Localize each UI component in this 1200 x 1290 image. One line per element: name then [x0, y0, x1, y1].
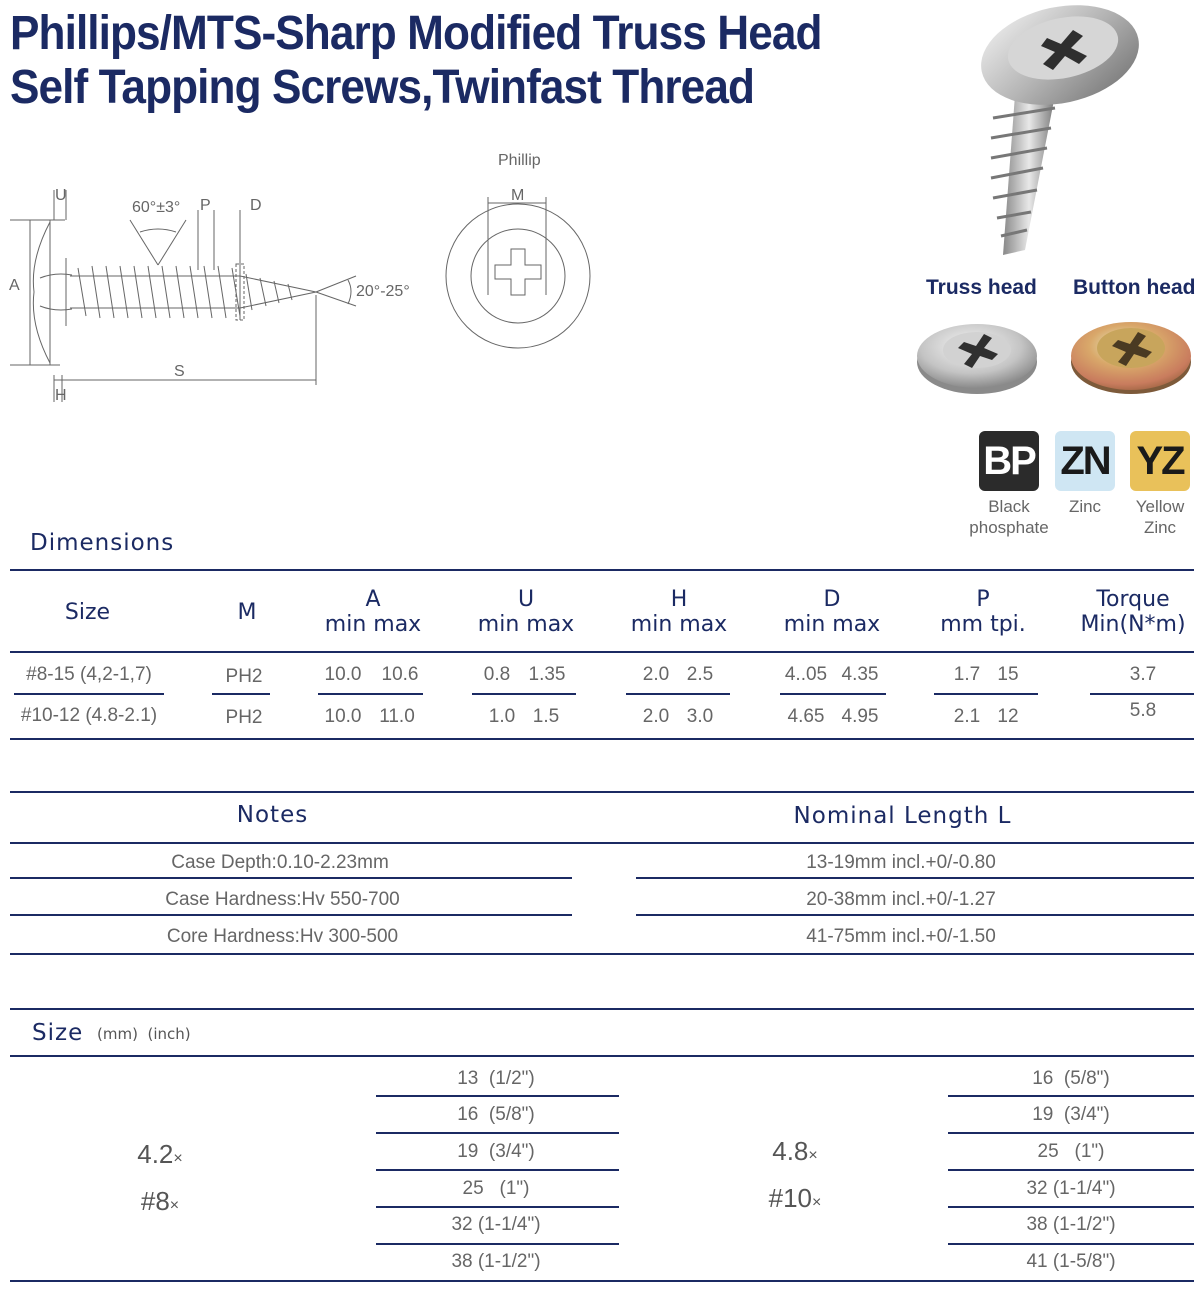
nominal-rule-1 [636, 877, 1194, 879]
size-group-1-length-3: 19 (3/4") [457, 1141, 535, 1162]
label-d: D [250, 197, 262, 214]
row2-m: PH2 [225, 707, 263, 728]
col-h-sub: min max [630, 612, 728, 637]
row2-d-min: 4.65 [787, 706, 825, 727]
size-group-1-mult: × [173, 1150, 183, 1167]
note-rule-2 [10, 914, 572, 916]
size-group-2-length-5: 38 (1-1/2") [1026, 1214, 1116, 1235]
row1-rule-p [934, 693, 1038, 695]
size-group-2-label [755, 1130, 835, 1224]
finish-label-yz-line1: Yellow [1135, 497, 1185, 516]
row1-m: PH2 [225, 666, 263, 687]
size-group-1-metric-line [120, 1133, 200, 1180]
nominal-item-2: 20-38mm incl.+0/-1.27 [806, 889, 996, 910]
truss-head-label: Truss head [926, 276, 1037, 299]
row1-rule-m [212, 693, 270, 695]
row1-p-tpi: 15 [997, 664, 1019, 685]
size-top-rule [10, 1008, 1194, 1010]
row2-a-min: 10.0 [324, 706, 362, 727]
label-phillip: Phillip [498, 152, 541, 169]
phillips-top-view-drawing [440, 145, 600, 375]
col-torque [1073, 587, 1193, 637]
size-group-1-label [120, 1133, 200, 1227]
button-head-label: Button head [1073, 276, 1196, 299]
finish-code-zn: ZN [1060, 438, 1110, 483]
note-item-2: Case Hardness:Hv 550-700 [165, 889, 400, 910]
label-s: S [174, 363, 185, 380]
size-group-1-metric: 4.2 [137, 1139, 174, 1169]
row1-rule-size [14, 693, 164, 695]
finish-label-bp-line2: phosphate [969, 518, 1049, 537]
size-group-1-imperial: #8 [140, 1186, 170, 1216]
finish-badge-zn [1055, 431, 1115, 491]
row1-h-max: 2.5 [686, 664, 714, 685]
col-h [624, 587, 734, 637]
screw-product-image [955, 0, 1145, 270]
row2-d-max: 4.95 [841, 706, 879, 727]
size-group-2-rule-5 [948, 1243, 1194, 1245]
col-a-title: A [365, 587, 381, 612]
row2-p-tpi: 12 [997, 706, 1019, 727]
nominal-rule-2 [636, 914, 1194, 916]
finish-label-zn-line1: Zinc [1068, 497, 1102, 516]
label-tip-angle: 20°-25° [356, 283, 410, 300]
label-thread-angle: 60°±3° [132, 199, 181, 216]
label-m: M [511, 187, 525, 204]
nominal-item-3: 41-75mm incl.+0/-1.50 [806, 926, 996, 947]
notes-top-rule [10, 791, 1194, 793]
size-group-2-length-1: 16 (5/8") [1032, 1068, 1110, 1089]
button-head-image [1066, 314, 1196, 400]
size-group-2-rule-4 [948, 1206, 1194, 1208]
col-d-title: D [823, 587, 841, 612]
size-group-2-length-4: 32 (1-1/4") [1026, 1178, 1116, 1199]
row1-rule-torque [1090, 693, 1194, 695]
page-title-line-1: Phillips/MTS-Sharp Modified Truss Head [10, 7, 822, 60]
size-group-1-length-6: 38 (1-1/2") [451, 1251, 541, 1272]
size-group-2-rule-3 [948, 1169, 1194, 1171]
row1-torque: 3.7 [1129, 664, 1157, 685]
finish-badge-yz [1130, 431, 1190, 491]
finish-label-bp-line1: Black [988, 497, 1030, 516]
col-d [777, 587, 887, 637]
size-group-2-mult-2: × [812, 1194, 822, 1211]
dimensions-bottom-rule [10, 738, 1194, 740]
size-group-2-metric-line [755, 1130, 835, 1177]
finish-label-yz-line2: Zinc [1143, 518, 1177, 537]
size-group-2-imperial-line [755, 1177, 835, 1224]
page-title-line-2: Self Tapping Screws,Twinfast Thread [10, 61, 755, 114]
label-p: P [200, 197, 211, 214]
row2-u-max: 1.5 [532, 706, 560, 727]
row2-p-mm: 2.1 [953, 706, 981, 727]
size-group-2-imperial: #10 [768, 1183, 813, 1213]
col-torque-sub: Min(N*m) [1080, 612, 1186, 637]
finish-code-yz: YZ [1136, 438, 1184, 483]
col-torque-title: Torque [1096, 587, 1170, 612]
col-u [471, 587, 581, 637]
note-item-1: Case Depth:0.10-2.23mm [171, 852, 389, 873]
notes-header-rule [10, 842, 1194, 844]
size-group-2-length-2: 19 (3/4") [1032, 1104, 1110, 1125]
size-bottom-rule [10, 1280, 1194, 1282]
dimensions-heading: Dimensions [30, 530, 175, 556]
row2-h-min: 2.0 [642, 706, 670, 727]
row1-rule-a [318, 693, 423, 695]
size-group-1-rule-5 [376, 1243, 619, 1245]
row1-p-mm: 1.7 [953, 664, 981, 685]
dimensions-top-rule [10, 569, 1194, 571]
size-group-1-rule-3 [376, 1169, 619, 1171]
col-a [318, 587, 428, 637]
size-group-2-rule-2 [948, 1132, 1194, 1134]
row2-a-max: 11.0 [379, 706, 415, 727]
row2-torque: 5.8 [1129, 700, 1157, 721]
size-units: (mm) (inch) [97, 1025, 191, 1043]
col-m: M [237, 600, 257, 625]
finish-code-bp: BP [983, 438, 1035, 483]
size-group-1-length-5: 32 (1-1/4") [451, 1214, 541, 1235]
nominal-length-heading: Nominal Length L [793, 803, 1012, 829]
size-group-2-metric: 4.8 [772, 1136, 809, 1166]
col-p-title: P [976, 587, 990, 612]
size-group-1-length-4: 25 (1") [462, 1178, 530, 1199]
size-group-1-length-1: 13 (1/2") [457, 1068, 535, 1089]
size-group-1-rule-1 [376, 1095, 619, 1097]
note-rule-1 [10, 877, 572, 879]
row1-h-min: 2.0 [642, 664, 670, 685]
row1-size: #8-15 (4,2-1,7) [26, 664, 152, 685]
row1-rule-u [472, 693, 576, 695]
finish-badge-bp [979, 431, 1039, 491]
row2-size: #10-12 (4.8-2.1) [20, 705, 158, 726]
row1-a-min: 10.0 [324, 664, 362, 685]
nominal-item-1: 13-19mm incl.+0/-0.80 [806, 852, 996, 873]
row1-rule-d [780, 693, 886, 695]
notes-bottom-rule [10, 953, 1194, 955]
size-group-1-rule-4 [376, 1206, 619, 1208]
row1-a-max: 10.6 [381, 664, 419, 685]
size-group-2-length-6: 41 (1-5/8") [1026, 1251, 1116, 1272]
notes-heading: Notes [236, 802, 309, 828]
col-size: Size [64, 600, 111, 625]
col-a-sub: min max [324, 612, 422, 637]
col-p [928, 587, 1038, 637]
size-group-2-rule-1 [948, 1095, 1194, 1097]
finish-label-bp [960, 496, 1058, 538]
size-header-rule [10, 1055, 1194, 1057]
row2-h-max: 3.0 [686, 706, 714, 727]
note-item-3: Core Hardness:Hv 300-500 [166, 926, 399, 947]
size-group-1-mult-2: × [169, 1197, 180, 1214]
row1-u-min: 0.8 [483, 664, 511, 685]
screw-side-view-drawing [0, 180, 440, 410]
row1-d-max: 4.35 [841, 664, 879, 685]
col-d-sub: min max [783, 612, 881, 637]
finish-label-zn [1055, 496, 1115, 517]
size-group-2-mult: × [808, 1147, 818, 1164]
label-h: H [55, 387, 67, 404]
size-heading: Size [32, 1020, 84, 1046]
row1-d-min: 4..05 [784, 664, 828, 685]
label-u: U [55, 187, 67, 204]
col-u-title: U [517, 587, 535, 612]
size-group-1-imperial-line [120, 1180, 200, 1227]
col-h-title: H [670, 587, 688, 612]
row1-u-max: 1.35 [528, 664, 566, 685]
label-a: A [9, 277, 20, 294]
row1-rule-h [626, 693, 730, 695]
row2-u-min: 1.0 [488, 706, 516, 727]
col-u-sub: min max [477, 612, 575, 637]
size-group-2-length-3: 25 (1") [1037, 1141, 1105, 1162]
dimensions-header-rule [10, 651, 1194, 653]
size-group-1-rule-2 [376, 1132, 619, 1134]
col-p-sub: mm tpi. [940, 612, 1026, 637]
size-group-1-length-2: 16 (5/8") [457, 1104, 535, 1125]
truss-head-image [912, 318, 1042, 398]
finish-label-yz [1130, 496, 1190, 538]
